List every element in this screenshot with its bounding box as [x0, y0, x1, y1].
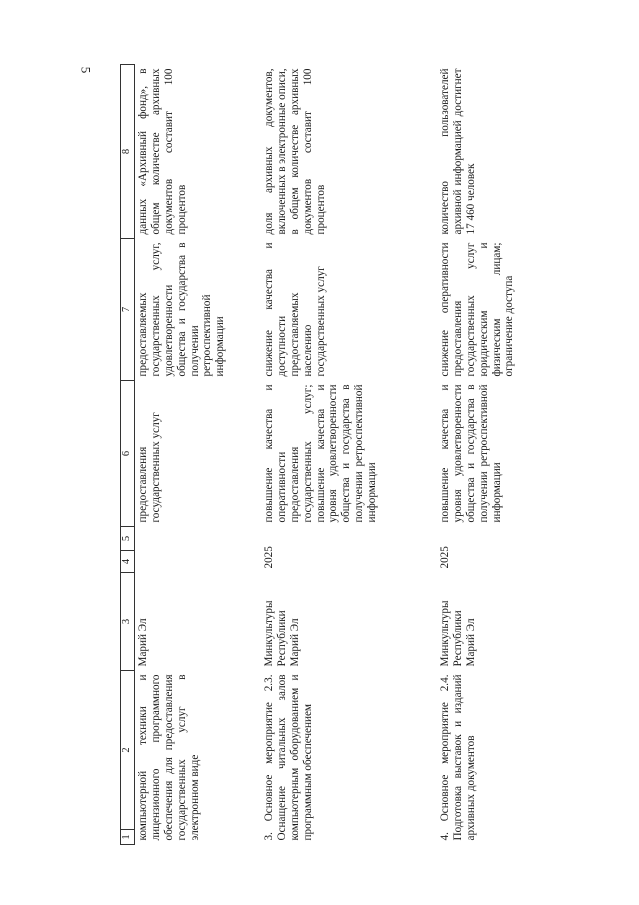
cell-measure: [437, 671, 565, 845]
cell-indicator: количество пользователей архивной информацией достигнет 17 460 человек: [439, 68, 477, 235]
page-number: 5: [78, 66, 94, 74]
measure-text: Основное мероприятие 2.3. Оснащение читальных залов компьютерным оборудованием и программным обеспечением: [263, 674, 314, 841]
header-col-6: 6: [121, 381, 135, 527]
table-row: [437, 65, 565, 845]
row-number: 3.: [263, 832, 275, 841]
cell-consequences: снижение оперативности предоставления государственных услуг юридическим и физическим лицам; ограничение доступа: [439, 242, 516, 377]
cell-consequences: предоставляемых государственных услуг, удовлетворенности общества и государства в получении ретроспективной информации: [137, 242, 227, 377]
cell-start: [135, 551, 262, 573]
header-col-4: 4: [121, 551, 135, 573]
table-row: [135, 65, 262, 845]
header-col-8: 8: [121, 65, 135, 239]
measure-text: компьютерной техники и лицензионного программного обеспечения для предоставления государственных услуг в электронном виде: [137, 674, 201, 841]
cell-measure: [135, 671, 262, 845]
cell-executor: Минкультуры Республики Марий Эл: [263, 600, 301, 667]
header-row: [121, 65, 135, 845]
cell-indicator: данных «Архивный фонд», в общем количестве архивных документов составит 100 процентов: [137, 68, 188, 235]
cell-start: 2025: [439, 546, 451, 569]
cell-indicator: доля архивных документов, включенных в электронные описи, в общем количестве архивных документов составит 100 процентов: [263, 68, 327, 235]
cell-executor: Марий Эл: [137, 618, 149, 667]
rotated-page: [120, 65, 620, 845]
cell-executor: Минкультуры Республики Марий Эл: [439, 600, 477, 667]
header-col-2-label: 2: [121, 747, 133, 753]
table-row: [261, 65, 437, 845]
cell-measure: [261, 671, 437, 845]
measures-table: [120, 64, 565, 845]
cell-end: [261, 527, 437, 551]
header-col-7: 7: [121, 239, 135, 381]
cell-result: повышение качества и оперативности предоставления государственных услуг; повышение качества и уровня удовлетворенности общества и государства в получении ретроспективной информации: [263, 384, 378, 523]
cell-result: предоставления государственных услуг: [137, 412, 162, 523]
cell-result: повышение качества и уровня удовлетворенности общества и государства в получении ретроспективной информации: [439, 384, 503, 523]
header-col-3: 3: [121, 573, 135, 671]
header-col-5: 5: [121, 527, 135, 551]
row-number: 4.: [439, 832, 451, 841]
cell-consequences: снижение качества и доступности предоставляемых населению государственных услуг: [263, 242, 327, 377]
cell-end: [437, 527, 565, 551]
measure-text: Основное мероприятие 2.4. Подготовка выставок и изданий архивных документов: [439, 674, 477, 841]
cell-start: 2025: [263, 546, 275, 569]
header-col-2: [121, 671, 135, 845]
header-col-1: 1: [121, 829, 133, 844]
cell-end: [135, 527, 262, 551]
